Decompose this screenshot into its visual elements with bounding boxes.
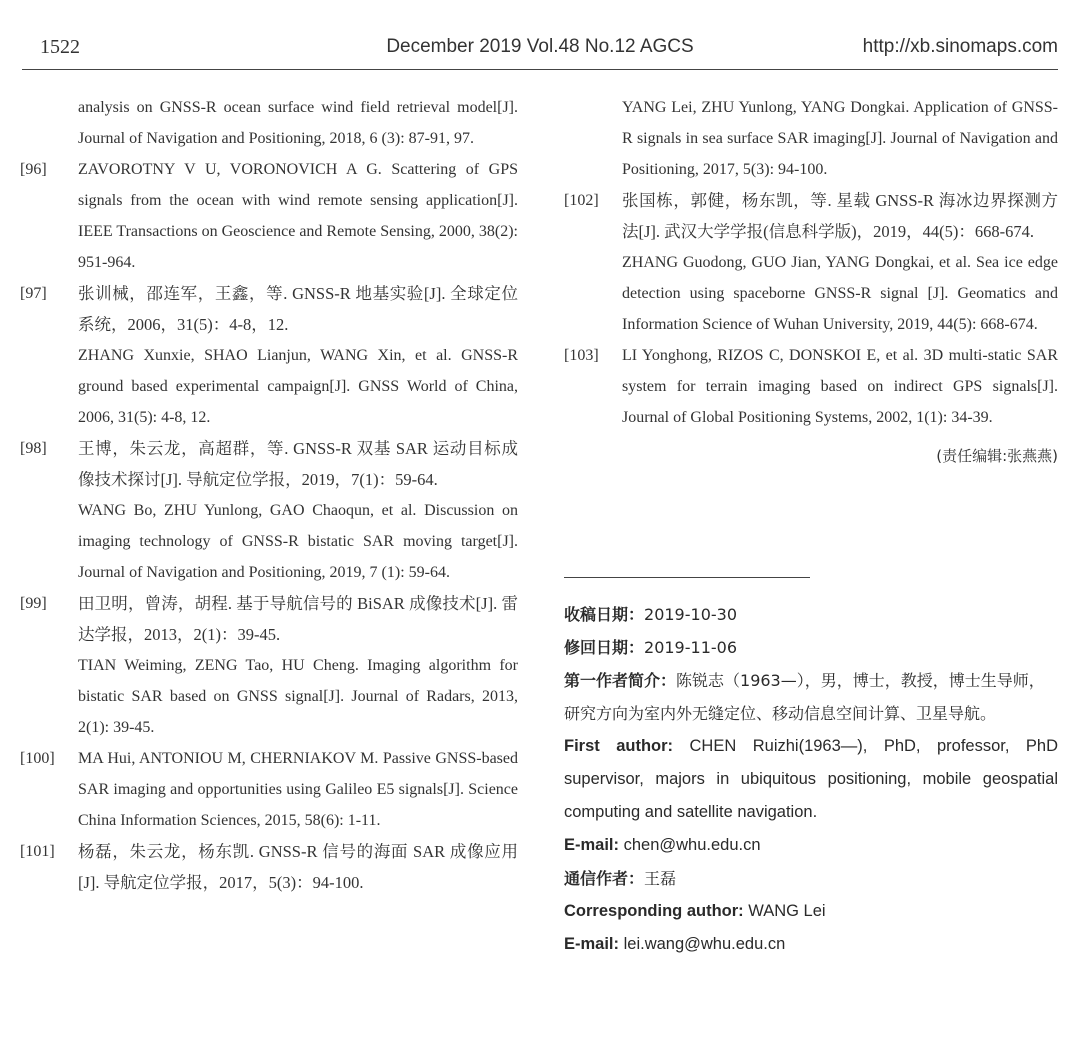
right-column bbox=[564, 92, 1058, 472]
reference-number: [97] bbox=[20, 285, 47, 302]
header-rule bbox=[22, 69, 1058, 70]
reference-item bbox=[564, 185, 1058, 340]
email-link[interactable]: lei.wang@whu.edu.cn bbox=[619, 935, 786, 953]
reference-item bbox=[564, 92, 1058, 185]
corresponding-author-zh: 通信作者：王磊 bbox=[564, 869, 677, 888]
reference-item bbox=[20, 743, 518, 836]
article-metadata bbox=[564, 598, 1058, 961]
reference-item bbox=[20, 433, 518, 588]
first-author-en: First author: CHEN Ruizhi(1963—), PhD, professor, PhD supervisor, majors in ubiquitous positioning, mobile geospatial computing and satellite navigation. bbox=[564, 737, 1058, 821]
reference-text: 王博，朱云龙，高超群，等. GNSS-R 双基 SAR 运动目标成像技术探讨[J]. 导航定位学报，2019，7(1)：59-64. bbox=[78, 439, 518, 489]
page-number: 1522 bbox=[40, 36, 80, 58]
reference-text: MA Hui, ANTONIOU M, CHERNIAKOV M. Passive GNSS-based SAR imaging and opportunities using Galileo E5 signals[J]. Science China Information Sciences, 2015, 58(6): 1-11. bbox=[78, 750, 518, 829]
reference-translation: WANG Bo, ZHU Yunlong, GAO Chaoqun, et al. Discussion on imaging technology of GNSS-R bistatic SAR moving target[J]. Journal of Navigation and Positioning, 2019, 7 (1): 59-64. bbox=[78, 502, 518, 581]
reference-item bbox=[20, 836, 518, 898]
reference-number: [102] bbox=[564, 192, 599, 209]
reference-text: 张训械，邵连军，王鑫，等. GNSS-R 地基实验[J]. 全球定位系统，2006，31(5)：4-8，12. bbox=[78, 284, 518, 334]
reference-number: [96] bbox=[20, 161, 47, 178]
reference-item bbox=[20, 92, 518, 154]
reference-text: YANG Lei, ZHU Yunlong, YANG Dongkai. Application of GNSS-R signals in sea surface SAR imaging[J]. Journal of Navigation and Positioning, 2017, 5(3): 94-100. bbox=[622, 99, 1058, 178]
email-link[interactable]: chen@whu.edu.cn bbox=[619, 836, 761, 854]
reference-item bbox=[20, 588, 518, 743]
reference-translation: ZHANG Guodong, GUO Jian, YANG Dongkai, et al. Sea ice edge detection using spaceborne GNSS-R signal [J]. Geomatics and Information Science of Wuhan University, 2019, 44(5): 668-674. bbox=[622, 254, 1058, 333]
reference-text: analysis on GNSS-R ocean surface wind field retrieval model[J]. Journal of Navigation and Positioning, 2018, 6 (3): 87-91, 97. bbox=[78, 99, 518, 147]
journal-header: December 2019 Vol.48 No.12 AGCS bbox=[386, 36, 694, 57]
reference-number: [100] bbox=[20, 750, 55, 767]
revised-date: 修回日期：2019-11-06 bbox=[564, 638, 737, 657]
editor-note: (责任编辑:张燕燕) bbox=[936, 447, 1058, 465]
footnote-separator bbox=[564, 577, 810, 578]
reference-text: 田卫明，曾涛，胡程. 基于导航信号的 BiSAR 成像技术[J]. 雷达学报，2013，2(1)：39-45. bbox=[78, 594, 518, 644]
reference-number: [99] bbox=[20, 595, 47, 612]
corresponding-author-en: Corresponding author: WANG Lei bbox=[564, 902, 826, 920]
reference-text: ZAVOROTNY V U, VORONOVICH A G. Scattering of GPS signals from the ocean with wind remote sensing application[J]. IEEE Transactions on Geoscience and Remote Sensing, 2000, 38(2): 951-964. bbox=[78, 161, 518, 271]
reference-translation: ZHANG Xunxie, SHAO Lianjun, WANG Xin, et al. GNSS-R ground based experimental campaign[J]. GNSS World of China, 2006, 31(5): 4-8, 12. bbox=[78, 347, 518, 426]
journal-url[interactable]: http://xb.sinomaps.com bbox=[862, 36, 1058, 57]
reference-item bbox=[564, 340, 1058, 433]
corresponding-email: E-mail: lei.wang@whu.edu.cn bbox=[564, 935, 786, 953]
reference-translation: TIAN Weiming, ZENG Tao, HU Cheng. Imaging algorithm for bistatic SAR based on GNSS signal[J]. Journal of Radars, 2013, 2(1): 39-45. bbox=[78, 657, 518, 736]
received-date: 收稿日期：2019-10-30 bbox=[564, 605, 737, 624]
reference-text: 杨磊，朱云龙，杨东凯. GNSS-R 信号的海面 SAR 成像应用[J]. 导航定位学报，2017，5(3)：94-100. bbox=[78, 842, 518, 892]
first-author-zh: 第一作者简介：陈锐志（1963—），男，博士，教授，博士生导师，研究方向为室内外无缝定位、移动信息空间计算、卫星导航。 bbox=[564, 671, 1045, 723]
author-email: E-mail: chen@whu.edu.cn bbox=[564, 836, 761, 854]
reference-text: LI Yonghong, RIZOS C, DONSKOI E, et al. 3D multi-static SAR system for terrain imaging based on indirect GPS signals[J]. Journal of Global Positioning Systems, 2002, 1(1): 34-39. bbox=[622, 347, 1058, 426]
reference-text: 张国栋，郭健，杨东凯，等. 星载 GNSS-R 海冰边界探测方法[J]. 武汉大学学报(信息科学版)，2019，44(5)：668-674. bbox=[622, 191, 1058, 241]
reference-item bbox=[20, 278, 518, 433]
reference-number: [98] bbox=[20, 440, 47, 457]
reference-number: [101] bbox=[20, 843, 55, 860]
reference-number: [103] bbox=[564, 347, 599, 364]
left-column bbox=[20, 92, 518, 898]
reference-item bbox=[20, 154, 518, 278]
